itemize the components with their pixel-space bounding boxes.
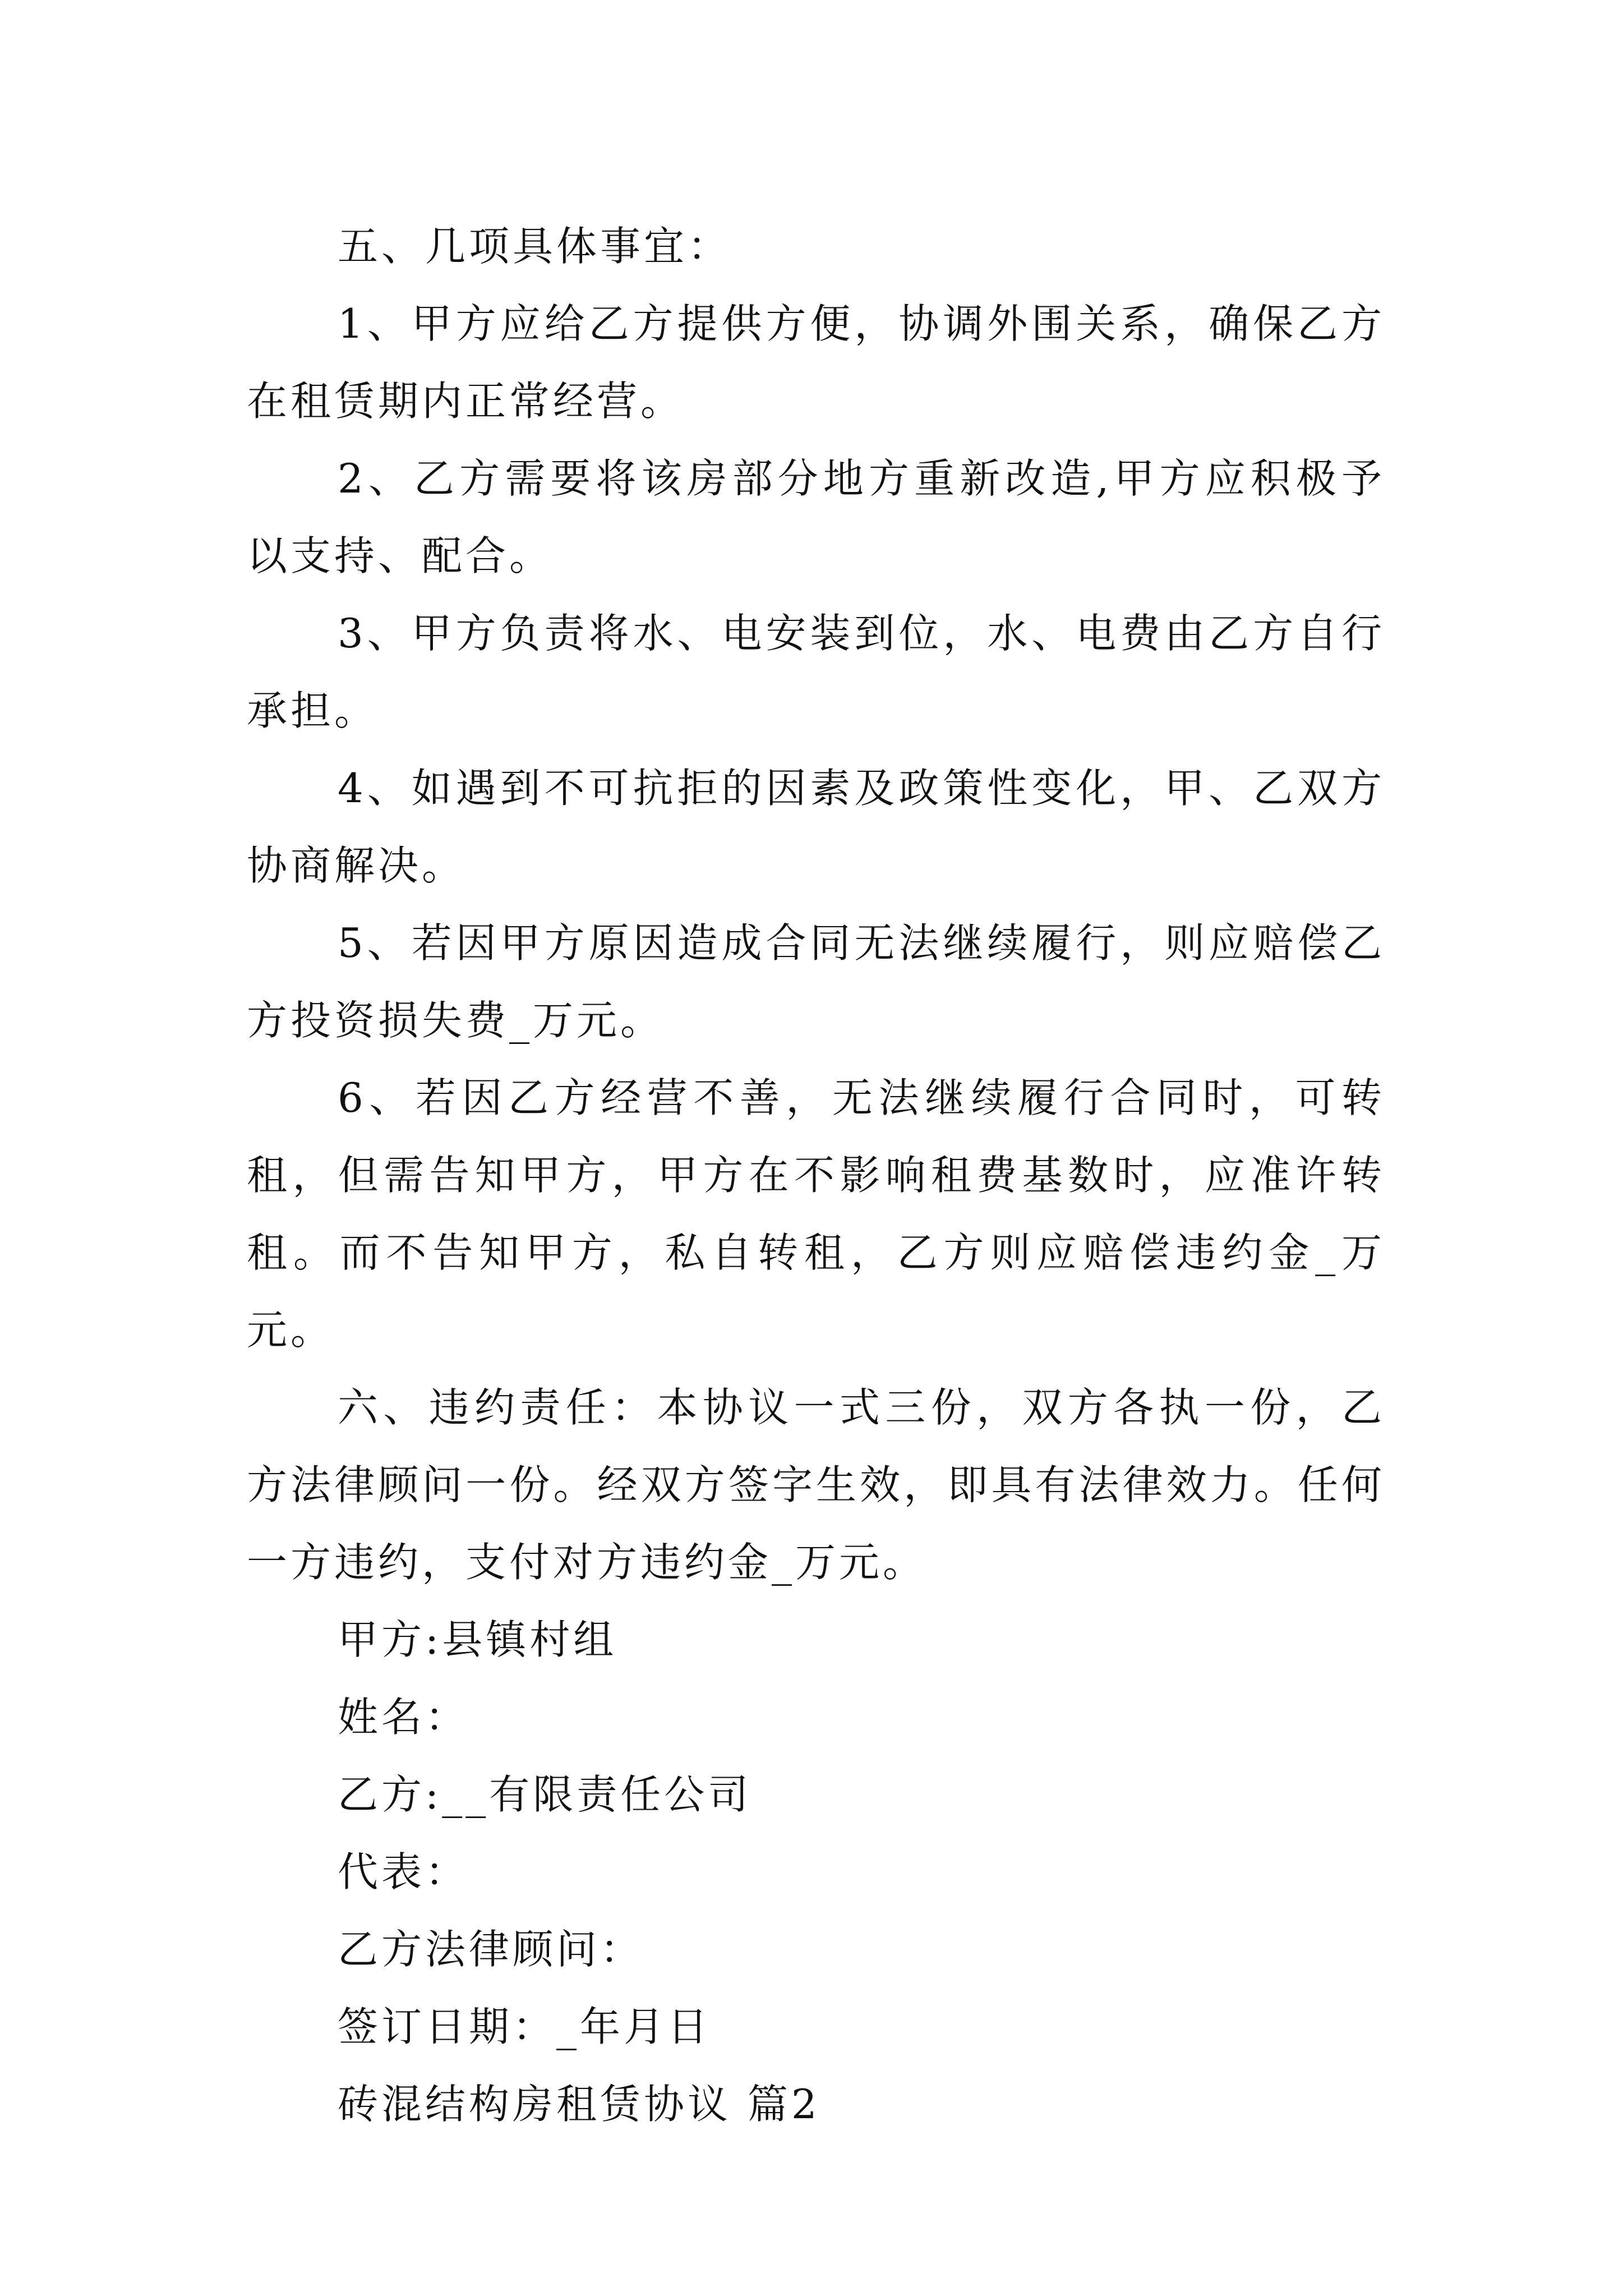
- section-five-heading: 五、几项具体事宜：: [338, 223, 732, 270]
- clause-5: 5、若因甲方原因造成合同无法继续履行，则应赔偿乙方投资损失费_万元。: [247, 919, 1385, 1044]
- clause-4: 4、如遇到不可抗拒的因素及政策性变化，甲、乙双方协商解决。: [247, 765, 1385, 889]
- signature-representative: 代表：: [338, 1848, 469, 1895]
- clause-6: 6、若因乙方经营不善，无法继续履行合同时，可转租，但需告知甲方，甲方在不影响租费基数时，应准许转租。而不告知甲方，私自转租，乙方则应赔偿违约金_万元。: [247, 1074, 1385, 1354]
- signature-name: 姓名：: [338, 1694, 469, 1741]
- document-page: [247, 208, 1385, 2143]
- next-agreement-heading: 砖混结构房租赁协议 篇2: [338, 2081, 820, 2128]
- clause-2: 2、乙方需要将该房部分地方重新改造,甲方应积极予以支持、配合。: [247, 455, 1385, 579]
- section-six-liability: 六、违约责任：本协议一式三份，双方各执一份，乙方法律顾问一份。经双方签字生效，即具有法律效力。任何一方违约，支付对方违约金_万元。: [247, 1384, 1385, 1586]
- signature-date: 签订日期：_年月日: [338, 2003, 712, 2050]
- clause-1: 1、甲方应给乙方提供方便，协调外围关系，确保乙方在租赁期内正常经营。: [247, 300, 1385, 425]
- signature-party-b: 乙方:__有限责任公司: [338, 1771, 752, 1818]
- signature-party-a: 甲方:县镇村组: [338, 1616, 617, 1663]
- clause-3: 3、甲方负责将水、电安装到位，水、电费由乙方自行承担。: [247, 610, 1385, 734]
- signature-legal-advisor: 乙方法律顾问：: [338, 1926, 644, 1973]
